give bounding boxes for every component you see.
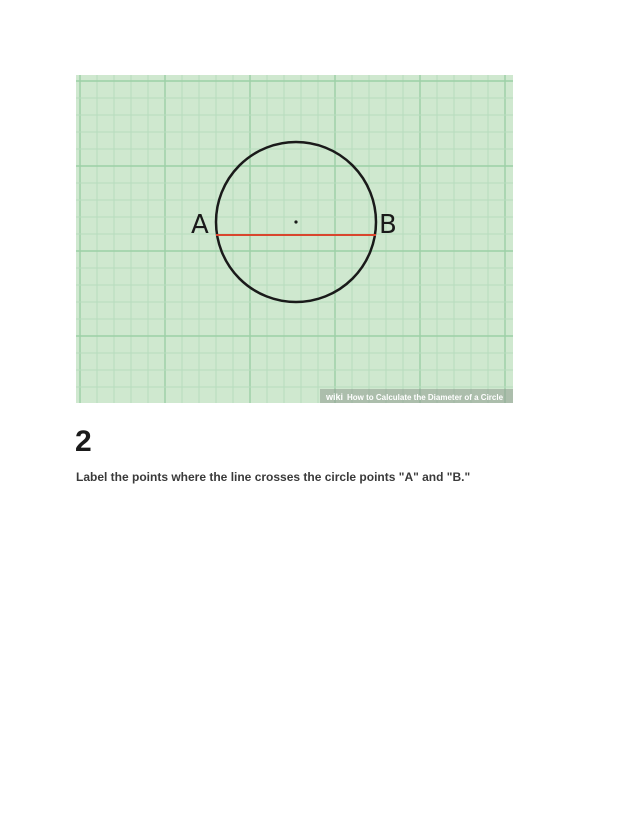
center-point (294, 220, 297, 223)
watermark-title: How to Calculate the Diameter of a Circle (347, 393, 504, 402)
watermark-brand: wiki (326, 392, 344, 402)
circle-diagram (76, 75, 513, 403)
step-number: 2 (75, 425, 92, 458)
point-a-label: A (191, 210, 209, 240)
step-description: Label the points where the line crosses the circle points "A" and "B." (76, 470, 471, 484)
watermark (320, 389, 513, 403)
graph-paper-background (76, 75, 513, 403)
point-b-label: B (379, 210, 397, 240)
circle-diagram-illustration (76, 75, 513, 403)
